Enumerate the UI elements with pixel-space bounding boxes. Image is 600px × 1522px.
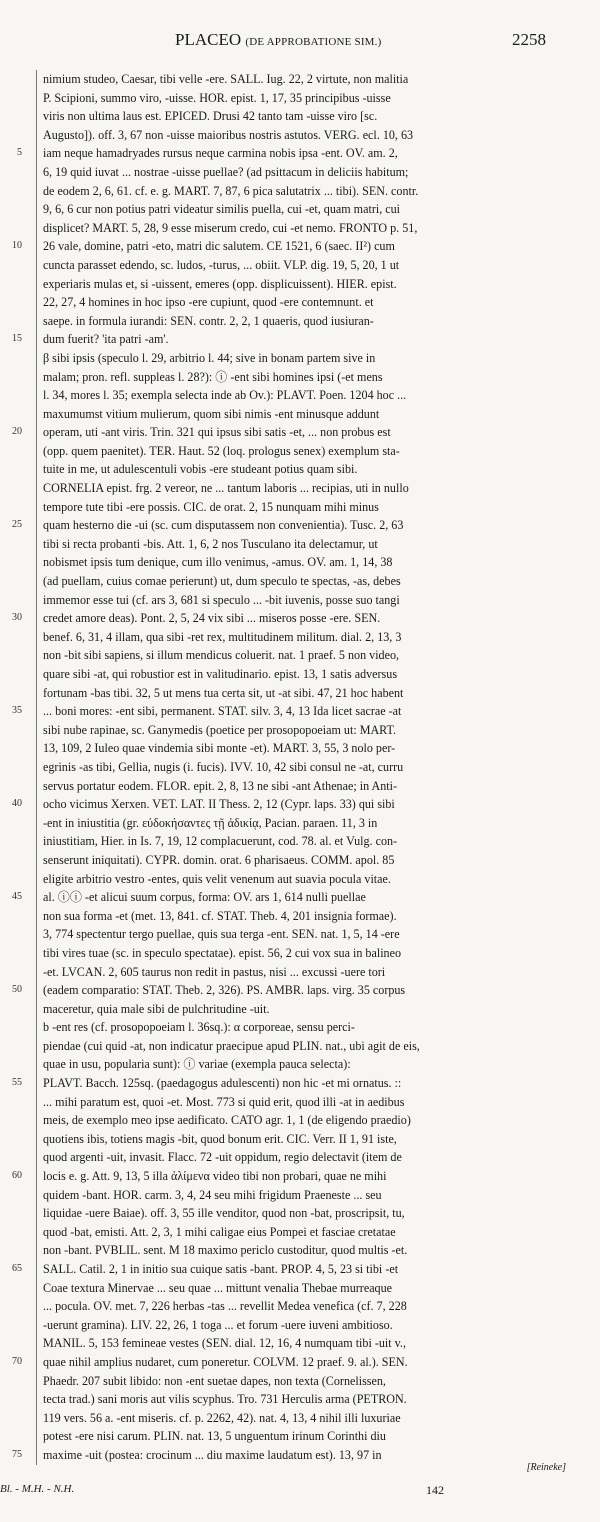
text-line: potest -ere nisi carum. PLIN. nat. 13, 5 unguentum irinum Corinthi diu xyxy=(43,1429,386,1444)
lemma: PLACEO xyxy=(175,30,242,49)
text-line: tecta trad.) sani moris aut vilis scyphus. Tro. 731 Herculis arma (PETRON. xyxy=(43,1392,407,1407)
line-number: 70 xyxy=(12,1356,22,1368)
entry-body xyxy=(43,70,573,1465)
text-line: egrinis -as tibi, Gellia, nugis (i. fucis). IVV. 10, 42 sibi consul ne -at, curru xyxy=(43,759,404,774)
text-line: (ad puellam, cuius comae perierunt) ut, dum speculo te spectas, -as, debes xyxy=(43,574,401,589)
text-line: maxumumst vitium mulierum, quom sibi nimis -ent minusque addunt xyxy=(43,406,380,421)
text-line: quotiens ibis, totiens magis -bit, quod bonum erit. CIC. Verr. II 1, 91 iste, xyxy=(43,1131,397,1146)
text-line: credet amore deas). Pont. 2, 5, 24 vix sibi ... miseros posse -ere. SEN. xyxy=(43,611,381,626)
entry-title xyxy=(175,30,381,50)
text-line: experiaris mulas et, si -uissent, emeres (opp. displicuissent). HIER. epist. xyxy=(43,276,397,291)
text-line: immemor esse tui (cf. ars 3, 681 si speculo ... -bit iuvenis, posse suo tangi xyxy=(43,592,400,607)
text-line: locis e. g. Att. 9, 13, 5 illa ἀλίμενα video tibi non probari, quae ne mihi xyxy=(43,1169,387,1184)
line-number: 5 xyxy=(17,147,22,159)
text-line: b -ent res (cf. prosopopoeiam l. 36sq.): α corporeae, sensu perci- xyxy=(43,1020,355,1035)
text-line: meis, de exemplo meo ipse aedificato. CATO agr. 1, 1 (de eligendo praedio) xyxy=(43,1113,411,1128)
text-line: 6, 19 quid iuvat ... nostrae -uisse puellae? (ad psittacum in deliciis habitum; xyxy=(43,164,409,179)
text-line: Coae textura Minervae ... seu quae ... mittunt venalia Thebae murreaque xyxy=(43,1280,393,1295)
text-line: quare sibi -at, qui robustior est in valitudinario. epist. 13, 1 satis adversus xyxy=(43,667,398,681)
text-line: 9, 6, 6 cur non potius patri videatur similis puella, cui -et, quam matri, cui xyxy=(43,202,401,217)
author-signature: [Reineke] xyxy=(526,1462,566,1473)
text-line: -uerunt gramina). LIV. 22, 26, 1 toga ... et forum -uere iuveni ambitioso. xyxy=(43,1317,393,1332)
line-number: 35 xyxy=(12,705,22,717)
footer-authors: Bl. - M.H. - N.H. xyxy=(0,1483,75,1495)
text-line: piendae (cui quid -at, non indicatur praecipue apud PLIN. nat., ubi agit de eis, xyxy=(43,1038,420,1053)
text-line: Augusto]). off. 3, 67 non -uisse maioribus nostris astutos. VERG. ecl. 10, 63 xyxy=(43,127,414,142)
margin-rule xyxy=(36,70,37,1465)
text-line: maxime -uit (postea: crocinum ... diu maxime laudatum est). 13, 97 in xyxy=(43,1447,382,1462)
text-line: quam hesterno die -ui (sc. cum disputassem non convenientia). Tusc. 2, 63 xyxy=(43,518,404,533)
text-line: 3, 774 spectentur tergo puellae, quis sua terga -ent. SEN. nat. 1, 5, 14 -ere xyxy=(43,927,400,942)
text-line: viris non ultima laus est. EPICED. Drusi 42 tanto tam -uisse viro [sc. xyxy=(43,109,378,124)
text-line: de eodem 2, 6, 61. cf. e. g. MART. 7, 87, 6 pica salutatrix ... tibi). SEN. contr. xyxy=(43,183,419,198)
text-line: tempore tute tibi -ere possis. CIC. de orat. 2, 15 nunquam mihi minus xyxy=(43,499,379,514)
column-number: 2258 xyxy=(512,30,546,49)
text-line: ... pocula. OV. met. 7, 226 herbas -tas ... revellit Medea venefica (cf. 7, 228 xyxy=(43,1299,407,1314)
text-line: nobismet ipsis tum denique, cum illo venimus, -amus. OV. am. 1, 14, 38 xyxy=(43,555,393,570)
text-line: quae nihil amplius nudaret, cum poneretur. COLVM. 12 praef. 9. al.). SEN. xyxy=(43,1354,408,1369)
line-number: 30 xyxy=(12,612,22,624)
text-line: MANIL. 5, 153 femineae vestes (SEN. dial. 12, 16, 4 numquam tibi -uit v., xyxy=(43,1336,406,1351)
text-line: non -bant. PVBLIL. sent. M 18 maximo periclo custoditur, quod multis -et. xyxy=(43,1243,408,1258)
text-line: SALL. Catil. 2, 1 in initio sua cuique satis -bant. PROP. 4, 5, 23 si tibi -et xyxy=(43,1262,399,1276)
text-line: tibi si recta probanti -bis. Att. 1, 6, 2 nos Tusculano ita delectamur, ut xyxy=(43,536,378,551)
text-line: Phaedr. 207 subit libido: non -ent suetae dapes, non texta (Cornelissen, xyxy=(43,1373,386,1388)
text-line: -et. LVCAN. 2, 605 taurus non redit in pastus, nisi ... excussi -uere tori xyxy=(43,964,386,979)
text-line: iam neque hamadryades rursus neque carmina nobis ipsa -ent. OV. am. 2, xyxy=(43,146,398,161)
line-number: 15 xyxy=(12,333,22,345)
text-line: liquidae -uere Baiae). off. 3, 55 ille venditor, quod non -bat, proscripsit, tu, xyxy=(43,1206,405,1221)
text-line: al. ⓘⓘ -et alicui suum corpus, forma: OV. ars 1, 614 nulli puellae xyxy=(43,890,366,905)
text-line: 119 vers. 56 a. -ent miseris. cf. p. 2262, 42). nat. 4, 13, 4 nihil illi luxuriae xyxy=(43,1410,401,1425)
lemma-subtitle: (DE APPROBATIONE SIM.) xyxy=(245,36,382,48)
text-line: 13, 109, 2 Iuleo quae vindemia sibi monte -et). MART. 3, 55, 3 nolo per- xyxy=(43,741,396,756)
text-line: maceretur, quia male sibi de pulchritudine -uit. xyxy=(43,1001,270,1016)
page-header xyxy=(0,30,600,54)
text-line: saepe. in formula iurandi: SEN. contr. 2, 2, 1 quaeris, quod iusiuran- xyxy=(43,313,374,328)
text-line: quidem -bant. HOR. carm. 3, 4, 24 seu mihi frigidum Praeneste ... seu xyxy=(43,1187,382,1202)
text-line: PLAVT. Bacch. 125sq. (paedagogus adulescenti) non hic -et mi ornatus. :: xyxy=(43,1076,402,1091)
text-line: 26 vale, domine, patri -eto, matri dic salutem. CE 1521, 6 (saec. II²) cum xyxy=(43,239,395,254)
text-line: (eadem comparatio: STAT. Theb. 2, 326). PS. AMBR. laps. virg. 35 corpus xyxy=(43,983,406,998)
text-line: displicet? MART. 5, 28, 9 esse miserum credo, cui -et nemo. FRONTO p. 51, xyxy=(43,220,418,235)
text-line: benef. 6, 31, 4 illam, qua sibi -ret rex, multitudinem militum. dial. 2, 13, 3 xyxy=(43,629,402,644)
text-line: sibi nube rapinae, sc. Ganymedis (poetice per prosopopoeiam ut: MART. xyxy=(43,722,397,737)
text-line: eligite arbitrio vestro -entes, quis velit venenum aut suavia pocula vitae. xyxy=(43,871,391,886)
text-line: ocho vicimus Xerxen. VET. LAT. II Thess. 2, 12 (Cypr. laps. 33) qui sibi xyxy=(43,797,395,812)
line-number: 20 xyxy=(12,426,22,438)
text-line: 22, 27, 4 homines in hoc ipso -ere cupiunt, quod -ere contemnunt. et xyxy=(43,295,374,310)
text-line: l. 34, mores l. 35; exempla selecta inde ab Ov.): PLAVT. Poen. 1204 hoc ... xyxy=(43,388,407,403)
line-number: 45 xyxy=(12,891,22,903)
text-line: fortunam -bas tibi. 32, 5 ut mens tua certa sit, ut -at sibi. 47, 21 hoc habent xyxy=(43,685,404,700)
text-line: servus portatur eodem. FLOR. epit. 2, 8, 13 ne sibi -ant Athenae; in Anti- xyxy=(43,778,398,793)
line-number: 50 xyxy=(12,984,22,996)
line-number: 25 xyxy=(12,519,22,531)
text-line: cuncta parasset edendo, sc. ludos, -turus, ... obiit. VLP. dig. 19, 5, 20, 1 ut xyxy=(43,257,400,272)
text-line: operam, uti -ant viris. Trin. 321 qui ipsus sibi satis -et, ... non probus est xyxy=(43,425,391,440)
text-line: (opp. quem paenitet). TER. Haut. 52 (loq. prologus senex) exemplum sta- xyxy=(43,443,400,458)
line-number: 55 xyxy=(12,1077,22,1089)
text-line: quod -bat, emisti. Att. 2, 3, 1 mihi caligae eius Pompei et fasciae cretatae xyxy=(43,1224,396,1239)
text-line: CORNELIA epist. frg. 2 vereor, ne ... tantum laboris ... recipias, uti in nullo xyxy=(43,481,409,496)
text-line: quae in usu, popularia sunt): ⓘ variae (exempla pauca selecta): xyxy=(43,1057,351,1072)
line-number: 60 xyxy=(12,1170,22,1182)
page-number: 142 xyxy=(426,1483,444,1497)
line-number: 10 xyxy=(12,240,22,252)
line-number: 40 xyxy=(12,798,22,810)
text-line: ... boni mores: -ent sibi, permanent. STAT. silv. 3, 4, 13 Ida licet sacrae -at xyxy=(43,704,402,719)
line-number: 65 xyxy=(12,1263,22,1275)
text-line: ... mihi paratum est, quoi -et. Most. 773 si quid erit, quod illi -at in aedibus xyxy=(43,1094,405,1109)
text-line: -ent in iniustitia (gr. εὐδοκήσαντες τῇ ἀδικίᾳ, Pacian. paraen. 11, 3 in xyxy=(43,815,378,830)
text-line: malam; pron. refl. suppleas l. 28?): ⓘ -ent sibi homines ipsi (-et mens xyxy=(43,369,383,384)
text-line: β sibi ipsis (speculo l. 29, arbitrio l. 44; sive in bonam partem sive in xyxy=(43,350,376,365)
text-line: tibi vires tuae (sc. in speculo spectatae). epist. 56, 2 cui vox sua in balineo xyxy=(43,945,402,960)
text-line: tuite in me, ut adulescentuli vobis -ere studeant potius quam sibi. xyxy=(43,462,358,477)
text-line: quod argenti -uit, invasit. Flacc. 72 -uit oppidum, regio delectavit (item de xyxy=(43,1150,402,1165)
text-line: iniustitiam, Hier. in Is. 7, 19, 12 complacuerunt, cod. 78. al. et Vulg. con- xyxy=(43,834,398,849)
text-line: nimium studeo, Caesar, tibi velle -ere. SALL. Iug. 22, 2 virtute, non malitia xyxy=(43,72,409,86)
text-line: dum fuerit? 'ita patri -am'. xyxy=(43,332,169,347)
text-line: non -bit sibi sapiens, si illum mendicus coluerit. nat. 1 praef. 5 non video, xyxy=(43,648,400,663)
text-line: senserunt iniquitati). CYPR. domin. orat. 6 pharisaeus. COMM. apol. 85 xyxy=(43,852,395,867)
text-line: non sua forma -et (met. 13, 841. cf. STAT. Theb. 4, 201 insignia formae). xyxy=(43,908,397,923)
line-number: 75 xyxy=(12,1449,22,1461)
text-line: P. Scipioni, summo viro, -uisse. HOR. epist. 1, 17, 35 principibus -uisse xyxy=(43,90,391,105)
